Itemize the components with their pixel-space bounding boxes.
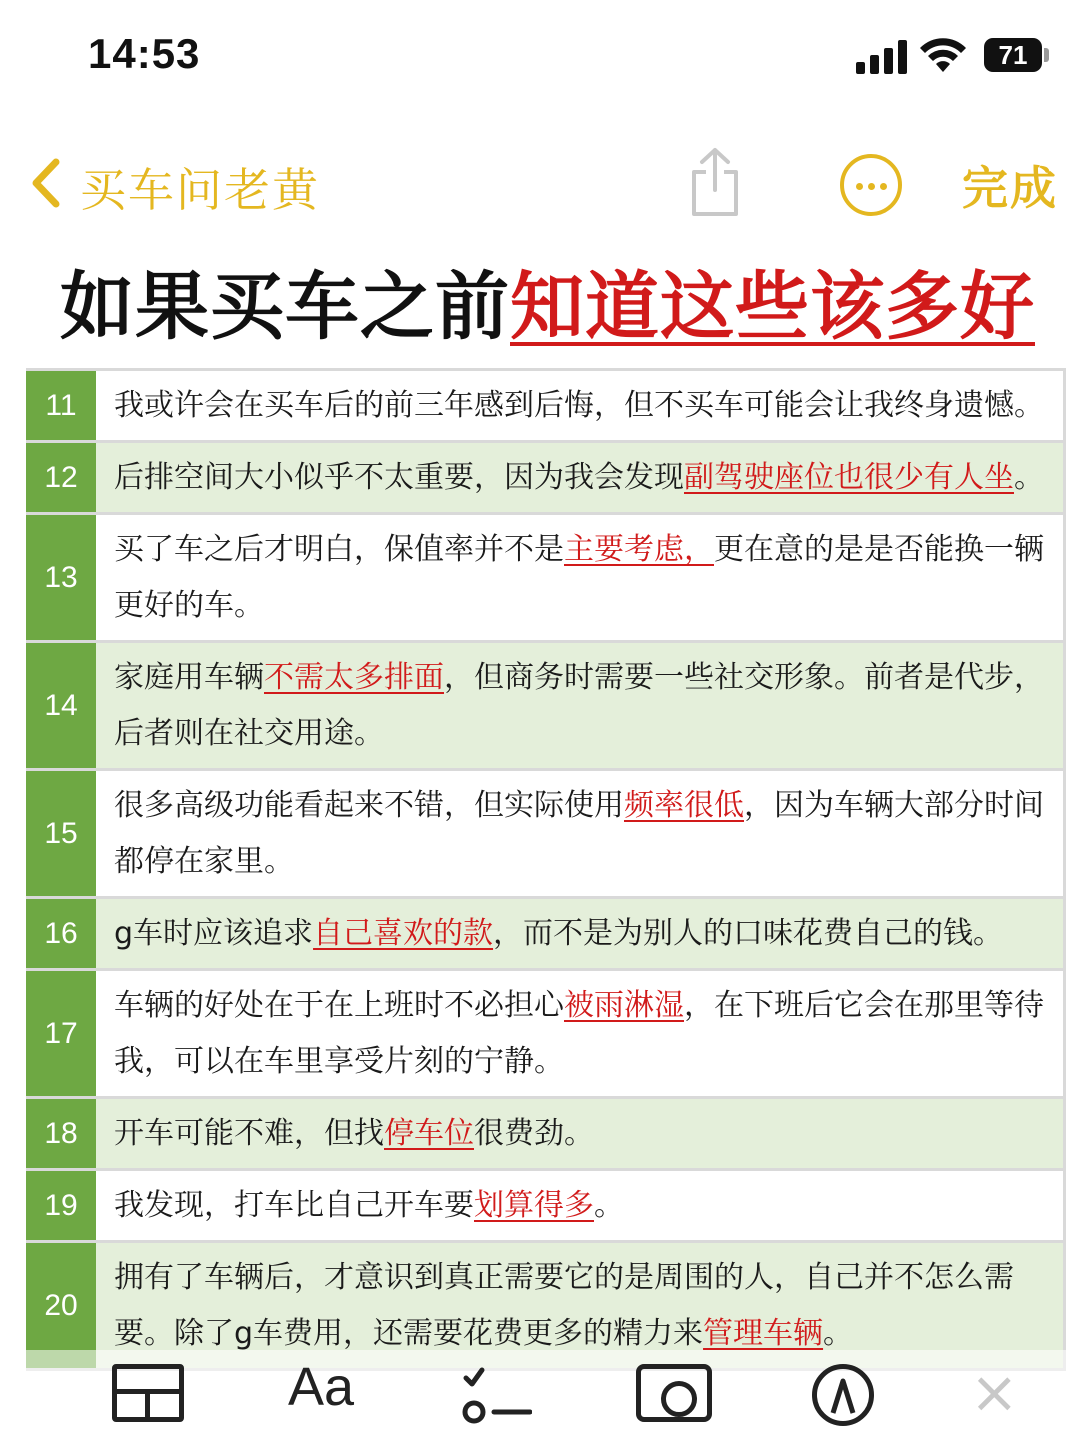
- battery-tip: [1044, 48, 1049, 62]
- table-row: [26, 1099, 1066, 1171]
- text-segment: 拥有了车辆后，才意识到真正需要它的是周围的人，自己并不怎么需要。除了g车费用，还需要花费更多的精力来: [114, 1259, 1014, 1351]
- table-row: [26, 771, 1066, 899]
- table-row: [26, 371, 1066, 443]
- text-segment: 我或许会在买车后的前三年感到后悔，但不买车可能会让我终身遗憾。: [114, 387, 1044, 423]
- text-segment: 。: [1014, 459, 1044, 495]
- row-text: [96, 899, 1066, 968]
- table-row: [26, 515, 1066, 643]
- row-text: [96, 1099, 1066, 1168]
- text-segment: 我发现，打车比自己开车要: [114, 1187, 474, 1223]
- format-icon[interactable]: Aa: [288, 1357, 355, 1417]
- row-text: [96, 771, 1066, 896]
- row-number: 18: [26, 1099, 96, 1168]
- row-text: [96, 971, 1066, 1096]
- row-number: 15: [26, 771, 96, 896]
- row-text: [96, 515, 1066, 640]
- row-number: 13: [26, 515, 96, 640]
- status-time: 14:53: [88, 30, 201, 77]
- close-icon[interactable]: ×: [970, 1358, 1019, 1426]
- highlighted-text: 不需太多排面: [264, 659, 444, 695]
- row-number: 20: [26, 1243, 96, 1368]
- tips-table: [26, 368, 1066, 1371]
- row-number: 12: [26, 443, 96, 512]
- row-number: 11: [26, 371, 96, 440]
- table-row: [26, 971, 1066, 1099]
- highlighted-text: 停车位: [384, 1115, 474, 1151]
- highlighted-text: 频率很低: [624, 787, 744, 823]
- headline: [60, 248, 1060, 350]
- text-segment: 开车可能不难，但找: [114, 1115, 384, 1151]
- highlighted-text: 自己喜欢的款: [313, 915, 494, 951]
- text-segment: ，在下班后它会在那里等待我，可以在车里享受片刻的宁静。: [114, 987, 1044, 1079]
- row-number: 16: [26, 899, 96, 968]
- text-segment: 。: [823, 1315, 854, 1351]
- chevron-left-icon[interactable]: [28, 158, 62, 208]
- highlighted-text: 管理车辆: [703, 1315, 824, 1351]
- text-segment: 。: [594, 1187, 624, 1223]
- back-button[interactable]: 买车问老黄: [80, 163, 320, 217]
- highlighted-text: 划算得多: [474, 1187, 594, 1223]
- battery-indicator: 71: [984, 38, 1042, 72]
- table-icon[interactable]: [112, 1364, 184, 1422]
- text-segment: 更在意的是是否能换一辆更好的车。: [114, 531, 1044, 623]
- text-segment: ，但商务时需要一些社交形象。前者是代步，后者则在社交用途。: [114, 659, 1044, 751]
- row-text: [96, 1171, 1066, 1240]
- status-bar: [0, 0, 1080, 110]
- text-segment: 车辆的好处在于在上班时不必担心: [114, 987, 564, 1023]
- highlighted-text: 被雨淋湿: [564, 987, 684, 1023]
- table-row: [26, 1171, 1066, 1243]
- table-row: [26, 899, 1066, 971]
- row-text: [96, 643, 1066, 768]
- more-icon[interactable]: [840, 154, 902, 216]
- headline-red-part: 知道这些该多好: [510, 264, 1035, 350]
- table-row: [26, 643, 1066, 771]
- row-text: [96, 371, 1066, 440]
- nav-bar: [0, 140, 1080, 230]
- highlighted-text: 主要考虑，: [564, 531, 714, 567]
- text-segment: 买了车之后才明白，保值率并不是: [114, 531, 564, 567]
- bottom-toolbar: [0, 1350, 1080, 1443]
- text-segment: 很多高级功能看起来不错，但实际使用: [114, 787, 624, 823]
- text-segment: 家庭用车辆: [114, 659, 264, 695]
- text-segment: 很费劲。: [474, 1115, 594, 1151]
- wifi-icon: [918, 36, 968, 74]
- table-row: [26, 443, 1066, 515]
- row-number: 19: [26, 1171, 96, 1240]
- highlighted-text: 副驾驶座位也很少有人坐: [684, 459, 1014, 495]
- text-segment: ，因为车辆大部分时间都停在家里。: [114, 787, 1044, 879]
- text-segment: g车时应该追求: [114, 915, 314, 951]
- share-icon[interactable]: [688, 146, 742, 218]
- text-segment: ，而不是为别人的口味花费自己的钱。: [493, 915, 1004, 951]
- headline-black-part: 如果买车之前: [60, 264, 510, 350]
- text-segment: 后排空间大小似乎不太重要，因为我会发现: [114, 459, 684, 495]
- row-text: [96, 443, 1066, 512]
- cellular-signal-icon: [856, 40, 908, 74]
- checklist-icon[interactable]: [462, 1364, 532, 1428]
- done-button[interactable]: 完成: [962, 161, 1058, 215]
- markup-icon[interactable]: [812, 1364, 874, 1426]
- row-number: 14: [26, 643, 96, 768]
- camera-icon[interactable]: [636, 1364, 712, 1422]
- row-number: 17: [26, 971, 96, 1096]
